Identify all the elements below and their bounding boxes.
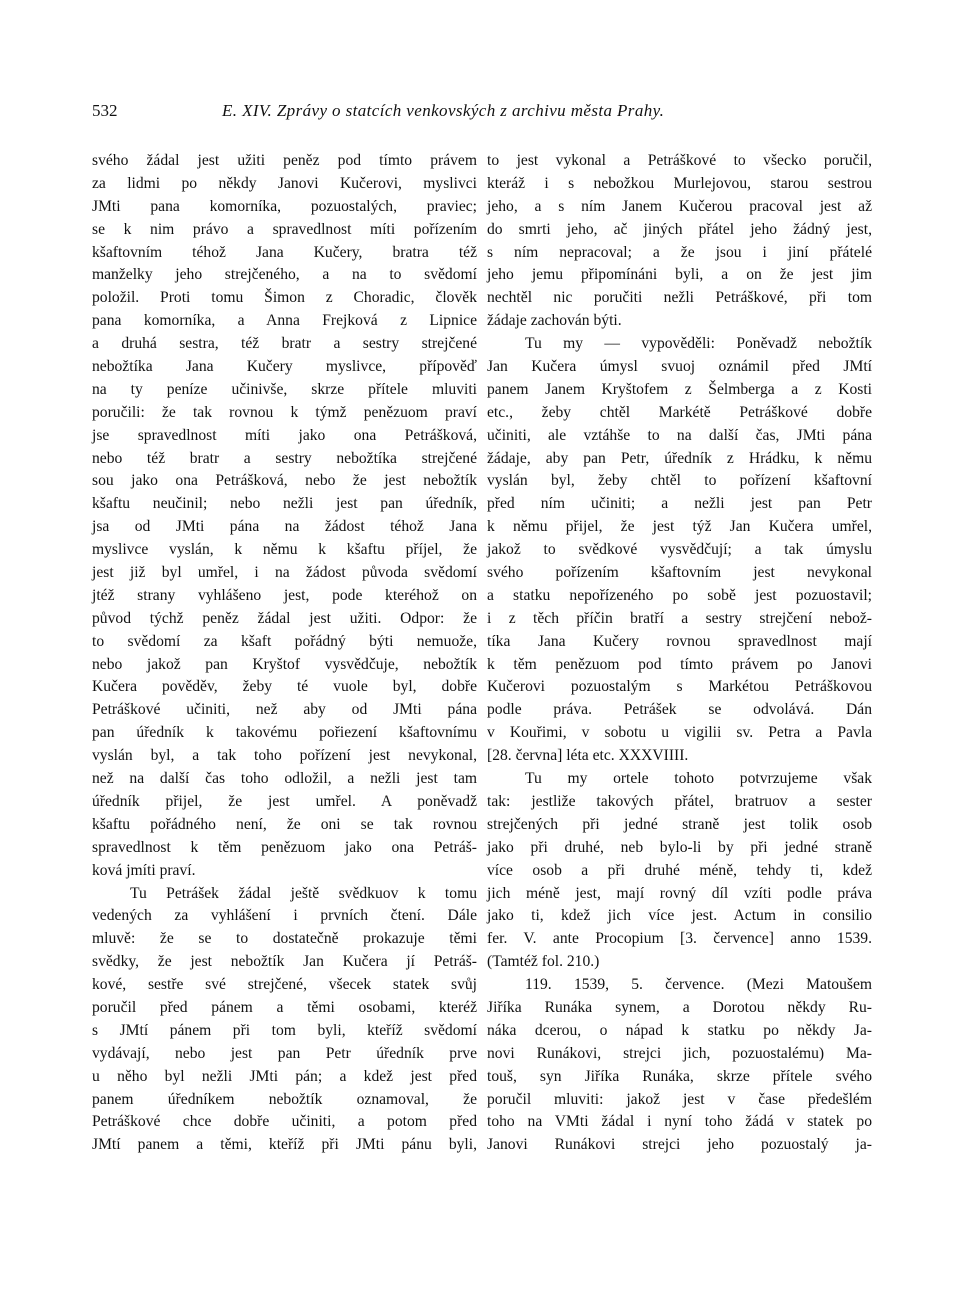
text-line: vyslán byl, a tak toho pořízení jest nevykonal, [92,747,477,765]
text-line: tak: jestliže takových přátel, bratruov a sester [487,792,872,810]
text-line: mluvě: že se to dostatečně prokazuje těmi [92,930,477,948]
text-line: původ týchž peněz žádal jest užiti. Odpor: že [92,609,477,627]
text-line: náka dcerou, o nápad k statku po někdy Ja- [487,1021,872,1039]
text-line: na ty peníze učinivše, skrze přítele mluviti [92,380,477,398]
text-line: jse spravedlnost míti jako ona Petrášková, [92,426,477,444]
text-line: svědky, že jest nebožtík Jan Kučera jí Petráš- [92,953,477,971]
text-line: jeho jemu připomínáni byli, a on že jest jim [487,266,872,284]
text-line: kšaftu neučinil; nebo nežli jest pan úředník, [92,495,477,513]
text-line: kšaftu pořádného není, že oni se tak rovnou [92,815,477,833]
text-line: JMtí panem a těmi, kteříž při JMti pánu byli, [92,1136,477,1154]
text-line: žádaje, aby pan Petr, úředník z Hrádku, k němu [487,449,872,467]
text-line: kové, sestře své strejčené, všecek statek svůj [92,976,477,994]
text-line: to jest vykonal a Petráškové to všecko poručil, [487,152,872,169]
text-line: více osob a při druhé méně, tehdy ti, kdež [487,861,872,879]
text-line: Petráškové učiniti, než aby od JMti pána [92,701,477,719]
text-line: Kučerovi pozuostalým s Markétou Petráškovou [487,678,872,696]
text-line: strejčených při jedné straně jest tolik osob [487,815,872,833]
text-line: spravedlnost k těm penězuom jako ona Petráš- [92,838,477,856]
text-line: položil. Proti tomu Šimon z Choradic, člověk [92,289,477,307]
text-line: pana komorníka, a Anna Frejková z Lipnice [92,312,477,330]
text-line: jako při druhé, neb bylo-li by při jedné straně [487,838,872,856]
text-line: 119. 1539, 5. července. (Mezi Matoušem [525,976,872,994]
text-line: panem úředníkem nebožtík oznamoval, že [92,1090,477,1108]
text-line: jich méně jest, mají rovný díl vzíti podle práva [487,884,872,902]
text-line: pan úředník k takovému pořiezení kšaftovnímu [92,724,477,742]
text-line: JMti pana komorníka, pozuostalých, praviec; [92,197,477,215]
text-line: etc., žeby chtěl Markétě Petráškové dobře [487,403,872,421]
text-line: a statku nepořízeného po sobě jest pozuostavil; [487,586,872,604]
text-line: Tu Petrášek žádal ještě svědkuov k tomu [130,884,477,902]
text-line: před ním učiniti; a nežli jest pan Petr [487,495,872,513]
text-line: poručil mluviti: jakož jest v čase předešlém [487,1090,872,1108]
text-line: [28. června] léta etc. XXXVIIII. [487,747,689,765]
text-line: žádaje zachován býti. [487,312,622,330]
text-line: Tu my — vypověděli: Poněvadž nebožtík [525,335,872,353]
text-line: Jiříka Runáka synem, a Dorotou někdy Ru- [487,998,872,1016]
text-line: nechtěl nic poručiti nežli Petráškové, při tom [487,289,872,307]
text-line: jako ti, kdež jich více jest. Actum in consilio [487,907,872,925]
text-line: kšaftovním téhož Jana Kučery, bratra též [92,243,477,261]
text-line: novi Runákovi, strejci jich, pozuostalému) Ma- [487,1044,872,1062]
text-line: Tu my ortele tohoto potvrzujeme však [525,770,872,788]
text-line: tíka Jana Kučery rovnou spravedlnost mají [487,632,872,650]
right-column [487,150,872,1157]
text-line: to svědomí za kšaft pořádný býti nemuože, [92,632,477,650]
text-line: a druhá sestra, též bratr a sestry strejčené [92,335,477,353]
text-line: ková jmíti praví. [92,861,196,879]
text-line: vyslán byl, žeby chtěl to pořízení kšaftovní [487,472,872,490]
text-line: kteráž i s nebožkou Murlejovou, starou sestrou [487,174,872,192]
text-line: Kučera pověděv, žeby té vuole byl, dobře [92,678,477,696]
running-title: E. XIV. Zprávy o statcích venkovských z archivu města Prahy. [222,101,665,120]
text-line: jsa od JMti pána na žádost téhož Jana [92,518,477,536]
text-line: k němu přijel, že jest týž Jan Kučera umřel, [487,518,872,536]
text-line: manželky jeho strejčeného, a na to svědomí [92,266,477,284]
text-line: svého žádal jest užiti peněz pod tímto právem [92,152,477,169]
text-line: Petráškové chce dobře učiniti, a potom před [92,1113,477,1131]
text-line: sou jako ona Petrášková, nebo že jest nebožtík [92,472,477,490]
text-line: k těm penězuom pod tímto právem po Janovi [487,655,872,673]
text-line: jest již byl umřel, i na žádost původa svědomí [92,564,477,582]
text-line: toho na VMti žádal i nyní toho žádá v statek po [487,1113,872,1131]
text-line: úředník přijel, že jest umřel. A poněvadž [92,792,477,810]
text-line: jakož to svědkové vysvědčují; a tak úmyslu [487,541,872,559]
text-line: Jan Kučera úmysl svuoj oznámil před JMtí [487,358,872,376]
text-line: panem Janem Kryštofem z Šelmberga a z Kosti [487,380,872,398]
text-line: nebožtíka Jana Kučery myslivce, přípověď [92,358,477,376]
text-line: nebo též bratr a sestry nebožtíka strejčené [92,449,477,467]
text-line: touš, syn Jiříka Runáka, skrze přítele svého [487,1067,872,1085]
text-line: myslivce vyslán, k němu k kšaftu příjel, že [92,541,477,559]
text-line: jeho, a s ním Janem Kučerou pracoval jest až [487,197,872,215]
text-line: učiniti, ale vztáhše to na další čas, JMti pána [487,426,872,444]
text-line: poručil před pánem a těmi osobami, kteréž [92,998,477,1016]
text-line: u něho byl nežli JMti pán; a kdež jest před [92,1067,477,1085]
text-line: poručili: že tak rovnou k týmž penězuom praví [92,403,477,421]
page-number: 532 [92,101,118,120]
text-line: podle práva. Petrášek se odvolává. Dán [487,701,872,719]
left-column [92,150,477,1157]
text-line: vydávají, nebo jest pan Petr úředník prve [92,1044,477,1062]
text-line: s JMtí pánem při tom byli, kteříž svědomí [92,1021,477,1039]
running-header [92,101,872,129]
text-line: vedených za vyhlášení i prvních čtení. Dále [92,907,477,925]
text-line: fer. V. ante Procopium [3. července] anno 1539. [487,930,872,948]
text-line: se k nim právo a spravedlnost míti pořízením [92,220,477,238]
text-line: Janovi Runákovi strejci jeho pozuostalý ja- [487,1136,872,1154]
text-line: i z těch příčin bratří a sestry strejčení nebož- [487,609,872,627]
text-line: jtéž strany vyhlášeno jest, pode kteréhož on [92,586,477,604]
text-line: svého pořízením kšaftovním jest nevykonal [487,564,872,582]
text-line: s ním nepracoval; a že jsou i jiní přátelé [487,243,872,261]
text-line: než na další čas toho odložil, a nežli jest tam [92,770,477,788]
text-line: v Kouřimi, v sobotu u vigilii sv. Petra a Pavla [487,724,872,742]
text-line: (Tamtéž fol. 210.) [487,953,600,971]
text-line: nebo jakož pan Kryštof vysvědčuje, nebožtík [92,655,477,673]
text-line: do smrti jeho, ač jiných přátel jeho žádný jest, [487,220,872,238]
text-line: za lidmi po někdy Janovi Kučerovi, myslivci [92,174,477,192]
